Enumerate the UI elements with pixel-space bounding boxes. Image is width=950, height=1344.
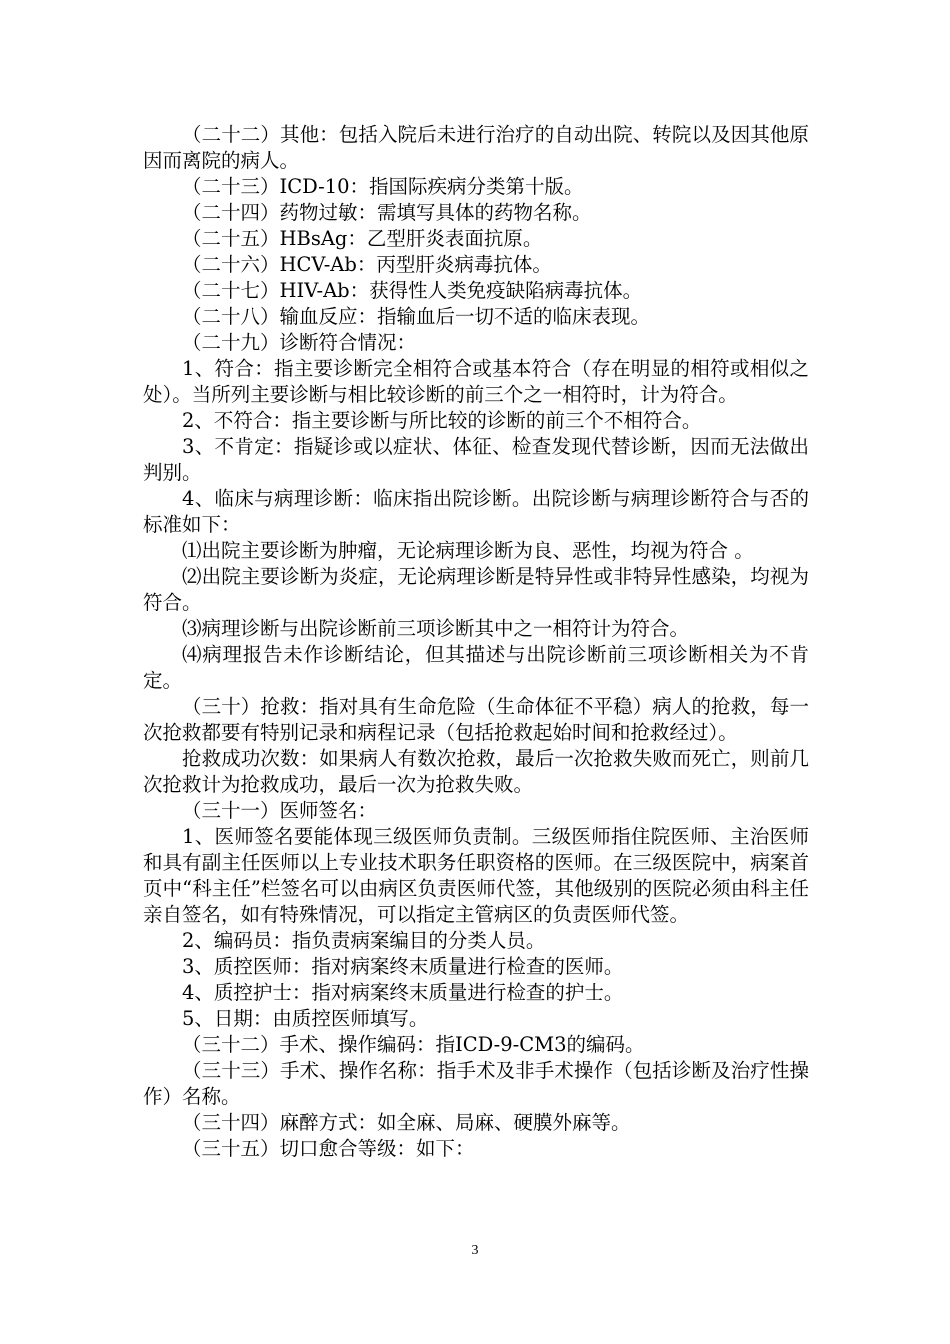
paragraph: ⑶病理诊断与出院诊断前三项诊断其中之一相符计为符合。 — [182, 617, 690, 640]
paragraph: （三十三）手术、操作名称：指手术及非手术操作（包括诊断及治疗性操作）名称。 — [143, 1059, 809, 1108]
paragraph: （二十八）输血反应：指输血后一切不适的临床表现。 — [182, 305, 651, 328]
paragraph: （二十二）其他：包括入院后未进行治疗的自动出院、转院以及因其他原因而离院的病人。 — [143, 123, 809, 172]
paragraph: （二十五）HBsAg：乙型肝炎表面抗原。 — [182, 227, 543, 250]
paragraph: 抢救成功次数：如果病人有数次抢救，最后一次抢救失败而死亡，则前几次抢救计为抢救成功，最后一次为抢救失败。 — [143, 747, 809, 796]
paragraph: （三十五）切口愈合等级：如下： — [182, 1137, 475, 1160]
paragraph: （三十二）手术、操作编码：指ICD-9-CM3的编码。 — [182, 1033, 645, 1056]
paragraph: 2、编码员：指负责病案编目的分类人员。 — [182, 929, 546, 952]
paragraph: ⑵出院主要诊断为炎症，无论病理诊断是特异性或非特异性感染，均视为符合。 — [143, 565, 809, 614]
paragraph: 3、质控医师：指对病案终末质量进行检查的医师。 — [182, 955, 624, 978]
paragraph: ⑷病理报告未作诊断结论，但其描述与出院诊断前三项诊断相关为不肯定。 — [143, 643, 809, 692]
document-body — [143, 122, 809, 1162]
page-number: 3 — [471, 1243, 479, 1258]
paragraph: 5、日期：由质控医师填写。 — [182, 1007, 429, 1030]
paragraph: （三十四）麻醉方式：如全麻、局麻、硬膜外麻等。 — [182, 1111, 631, 1134]
paragraph: 3、不肯定：指疑诊或以症状、体征、检查发现代替诊断，因而无法做出判别。 — [143, 435, 809, 484]
paragraph: （二十九）诊断符合情况： — [182, 331, 417, 354]
paragraph: ⑴出院主要诊断为肿瘤，无论病理诊断为良、恶性，均视为符合 。 — [182, 539, 754, 562]
paragraph: 4、质控护士：指对病案终末质量进行检查的护士。 — [182, 981, 624, 1004]
paragraph: （二十七）HIV-Ab：获得性人类免疫缺陷病毒抗体。 — [182, 279, 643, 302]
paragraph: （二十六）HCV-Ab：丙型肝炎病毒抗体。 — [182, 253, 552, 276]
paragraph: 4、临床与病理诊断：临床指出院诊断。出院诊断与病理诊断符合与否的标准如下： — [143, 487, 809, 536]
paragraph: （三十）抢救：指对具有生命危险（生命体征不平稳）病人的抢救，每一次抢救都要有特别记录和病程记录（包括抢救起始时间和抢救经过）。 — [143, 695, 809, 744]
paragraph: 2、不符合：指主要诊断与所比较的诊断的前三个不相符合。 — [182, 409, 702, 432]
paragraph: 1、符合：指主要诊断完全相符合或基本符合（存在明显的相符或相似之处）。当所列主要诊断与相比较诊断的前三个之一相符时，计为符合。 — [143, 357, 809, 406]
paragraph: （二十三）ICD-10：指国际疾病分类第十版。 — [182, 175, 584, 198]
paragraph: （二十四）药物过敏：需填写具体的药物名称。 — [182, 201, 592, 224]
paragraph: 1、医师签名要能体现三级医师负责制。三级医师指住院医师、主治医师和具有副主任医师以上专业技术职务任职资格的医师。在三级医院中，病案首页中“科主任”栏签名可以由病区负责医师代签，其他级别的医院必须由科主任亲自签名，如有特殊情况，可以指定主管病区的负责医师代签。 — [143, 825, 809, 926]
paragraph: （三十一）医师签名： — [182, 799, 378, 822]
